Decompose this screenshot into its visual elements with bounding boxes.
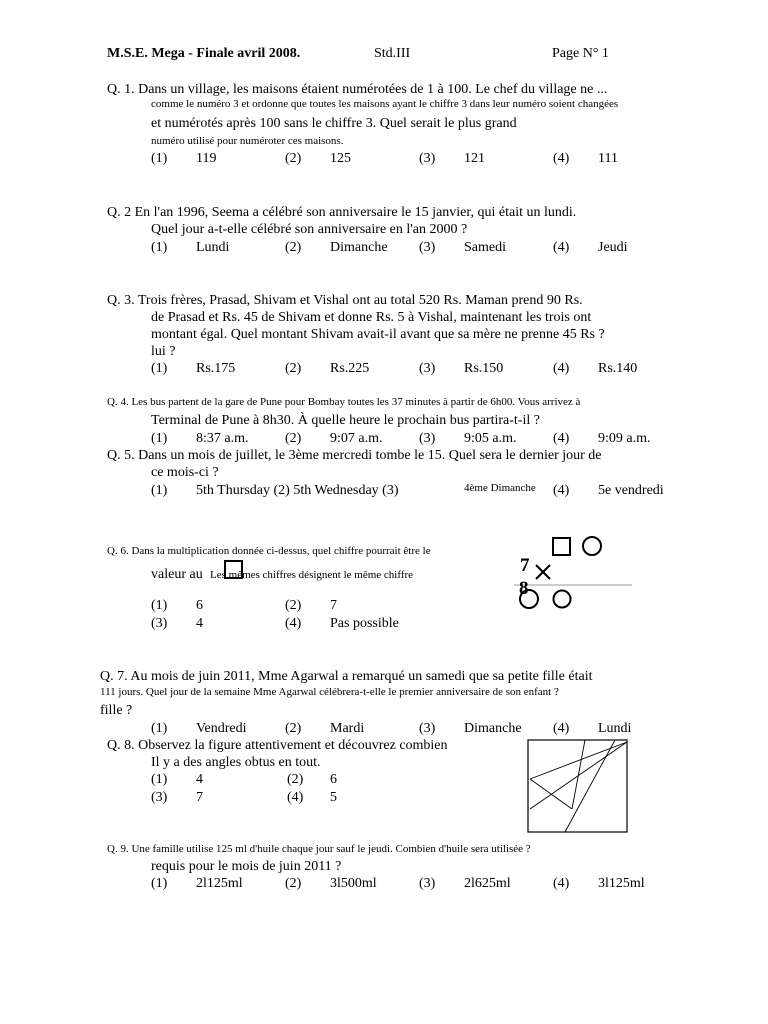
option-number: (2): [285, 876, 302, 891]
question-text-line: Q. 9. Une famille utilise 125 ml d'huile chaque jour sauf le jeudi. Combien d'huile sera utilisée ?: [107, 843, 531, 855]
option-answer: 5e vendredi: [598, 483, 664, 498]
question-text-line: fille ?: [100, 703, 133, 718]
question-text-line: numéro utilisé pour numéroter ces maisons.: [151, 135, 344, 147]
option-answer: Rs.225: [330, 361, 370, 376]
figure-digit-7: 7: [520, 555, 530, 576]
option-number: (3): [419, 431, 436, 446]
option-number: (3): [419, 240, 436, 255]
question-text-line: Q. 6. Dans la multiplication donnée ci-dessus, quel chiffre pourrait être le: [107, 545, 431, 557]
option-answer: Rs.140: [598, 361, 638, 376]
option-answer: 9:05 a.m.: [464, 431, 517, 446]
standard-label: Std.III: [374, 46, 411, 61]
option-answer: 7: [196, 790, 203, 805]
option-number: (2): [285, 721, 302, 736]
question-text-line: Q. 7. Au mois de juin 2011, Mme Agarwal a remarqué un samedi que sa petite fille était: [100, 669, 593, 684]
option-number: (2): [285, 361, 302, 376]
option-number: (1): [151, 240, 168, 255]
question-text-line: Q. 5. Dans un mois de juillet, le 3ème mercredi tombe le 15. Quel sera le dernier jour de: [107, 448, 602, 463]
option-answer: Lundi: [196, 240, 230, 255]
question-text-line: Les mêmes chiffres désignent le même chiffre: [210, 569, 414, 581]
option-answer: 5: [330, 790, 337, 805]
multiply-sign-icon: [533, 562, 557, 586]
option-answer: 111: [598, 151, 618, 166]
option-number: (3): [419, 361, 436, 376]
option-number: (1): [151, 483, 168, 498]
option-number: (4): [553, 721, 570, 736]
question-text-line: comme le numéro 3 et ordonne que toutes les maisons ayant le chiffre 3 dans leur numéro soient changées: [151, 98, 619, 110]
option-answer: Vendredi: [196, 721, 247, 736]
option-number: (3): [419, 151, 436, 166]
question-text-line: lui ?: [151, 344, 176, 359]
option-answer: 5th Thursday (2) 5th Wednesday (3): [196, 483, 399, 498]
option-answer: 4ème Dimanche: [464, 482, 536, 494]
option-answer: 3l125ml: [598, 876, 645, 891]
question-text-line: Quel jour a-t-elle célébré son anniversaire en l'an 2000 ?: [151, 222, 468, 237]
question-text-line: Q. 4. Les bus partent de la gare de Pune pour Bombay toutes les 37 minutes à partir de 6h00. Vous arrivez à: [107, 396, 581, 408]
option-answer: 2l125ml: [196, 876, 243, 891]
option-answer: 9:09 a.m.: [598, 431, 651, 446]
option-number: (4): [553, 361, 570, 376]
option-number: (3): [151, 790, 168, 805]
option-answer: 6: [330, 772, 337, 787]
option-answer: 9:07 a.m.: [330, 431, 383, 446]
question-text-line: valeur au: [151, 567, 203, 582]
question-text-line: montant égal. Quel montant Shivam avait-il avant que sa mère ne prenne 45 Rs ?: [151, 327, 605, 342]
option-answer: Dimanche: [464, 721, 522, 736]
obtuse-angle-figure: [527, 739, 631, 835]
option-number: (4): [287, 790, 304, 805]
option-answer: 7: [330, 598, 337, 613]
option-number: (1): [151, 151, 168, 166]
option-answer: Rs.175: [196, 361, 236, 376]
option-number: (4): [553, 876, 570, 891]
circle-symbol-icon: [552, 589, 576, 613]
option-number: (4): [553, 431, 570, 446]
option-number: (4): [553, 483, 570, 498]
option-number: (1): [151, 431, 168, 446]
option-number: (2): [287, 772, 304, 787]
option-answer: 4: [196, 616, 203, 631]
question-text-line: requis pour le mois de juin 2011 ?: [151, 859, 342, 874]
circle-symbol-icon: [581, 535, 605, 559]
option-answer: Lundi: [598, 721, 632, 736]
option-number: (3): [419, 876, 436, 891]
option-answer: 6: [196, 598, 203, 613]
question-text-line: Q. 3. Trois frères, Prasad, Shivam et Vishal ont au total 520 Rs. Maman prend 90 Rs.: [107, 293, 583, 308]
question-text-line: Q. 8. Observez la figure attentivement et découvrez combien: [107, 738, 448, 753]
option-answer: 2l625ml: [464, 876, 511, 891]
exam-title: M.S.E. Mega - Finale avril 2008.: [107, 46, 301, 61]
option-answer: 121: [464, 151, 485, 166]
question-text-line: Il y a des angles obtus en tout.: [151, 755, 321, 770]
option-number: (3): [151, 616, 168, 631]
option-answer: 4: [196, 772, 203, 787]
option-answer: Dimanche: [330, 240, 388, 255]
option-answer: Samedi: [464, 240, 506, 255]
option-number: (2): [285, 431, 302, 446]
question-text-line: 111 jours. Quel jour de la semaine Mme Agarwal célébrera-t-elle le premier anniversaire de son enfant ?: [100, 686, 559, 698]
option-number: (1): [151, 721, 168, 736]
option-number: (1): [151, 772, 168, 787]
option-answer: 8:37 a.m.: [196, 431, 249, 446]
option-answer: 125: [330, 151, 351, 166]
option-answer: Pas possible: [330, 616, 399, 631]
question-text-line: Terminal de Pune à 8h30. À quelle heure le prochain bus partira-t-il ?: [151, 413, 540, 428]
option-number: (2): [285, 151, 302, 166]
option-number: (3): [419, 721, 436, 736]
option-number: (1): [151, 598, 168, 613]
option-answer: 119: [196, 151, 217, 166]
question-text-line: Q. 1. Dans un village, les maisons étaient numérotées de 1 à 100. Le chef du village ne ...: [107, 82, 608, 97]
circle-symbol-icon: [518, 588, 544, 614]
question-text-line: ce mois-ci ?: [151, 465, 219, 480]
option-number: (2): [285, 240, 302, 255]
option-number: (1): [151, 876, 168, 891]
option-number: (1): [151, 361, 168, 376]
option-number: (4): [285, 616, 302, 631]
question-text-line: et numérotés après 100 sans le chiffre 3. Quel serait le plus grand: [151, 116, 517, 131]
question-text-line: Q. 2 En l'an 1996, Seema a célébré son anniversaire le 15 janvier, qui était un lundi.: [107, 205, 577, 220]
square-symbol-icon: [552, 537, 576, 559]
option-number: (2): [285, 598, 302, 613]
option-answer: Rs.150: [464, 361, 504, 376]
page-number: Page N° 1: [552, 46, 609, 61]
option-answer: 3l500ml: [330, 876, 377, 891]
option-number: (4): [553, 151, 570, 166]
question-text-line: de Prasad et Rs. 45 de Shivam et donne Rs. 5 à Vishal, maintenant les trois ont: [151, 310, 592, 325]
option-answer: Jeudi: [598, 240, 628, 255]
option-number: (4): [553, 240, 570, 255]
figure-digit-8: 8: [519, 578, 529, 599]
option-answer: Mardi: [330, 721, 365, 736]
